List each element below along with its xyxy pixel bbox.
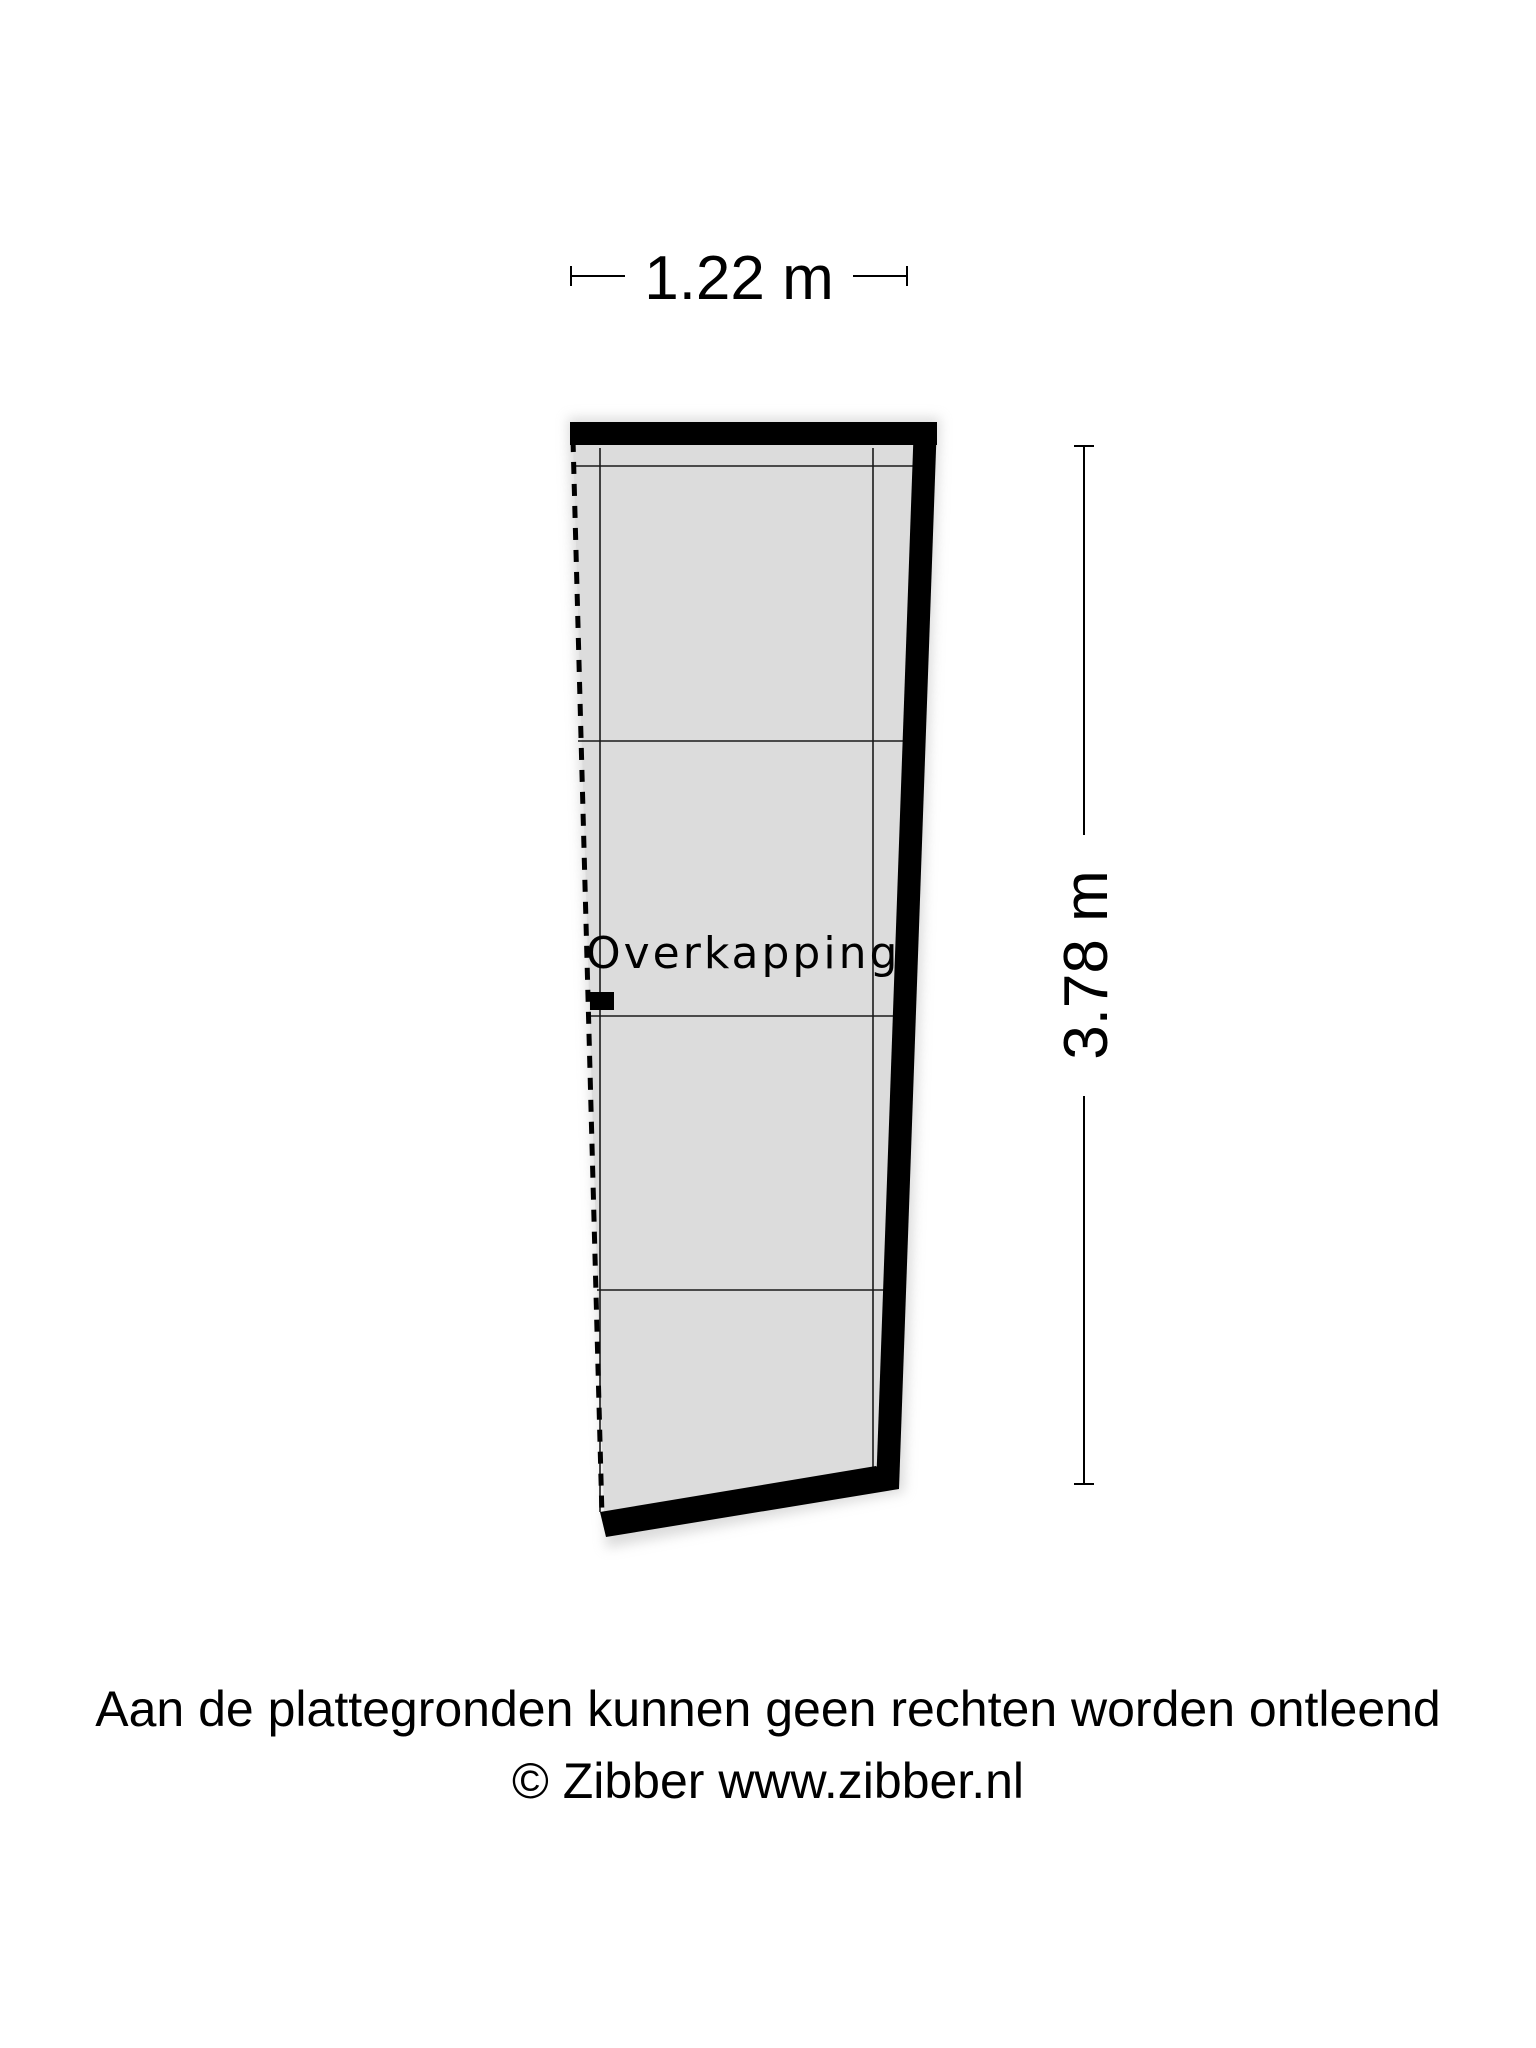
copyright-text: © Zibber www.zibber.nl: [511, 1753, 1025, 1809]
room-label: Overkapping: [586, 928, 901, 979]
post-marker: [590, 992, 614, 1010]
disclaimer-text: Aan de plattegronden kunnen geen rechten worden ontleend: [95, 1681, 1441, 1737]
depth-dimension-label: 3.78 m: [1052, 870, 1121, 1060]
width-dimension-label: 1.22 m: [644, 244, 834, 313]
wall-top: [570, 422, 937, 445]
